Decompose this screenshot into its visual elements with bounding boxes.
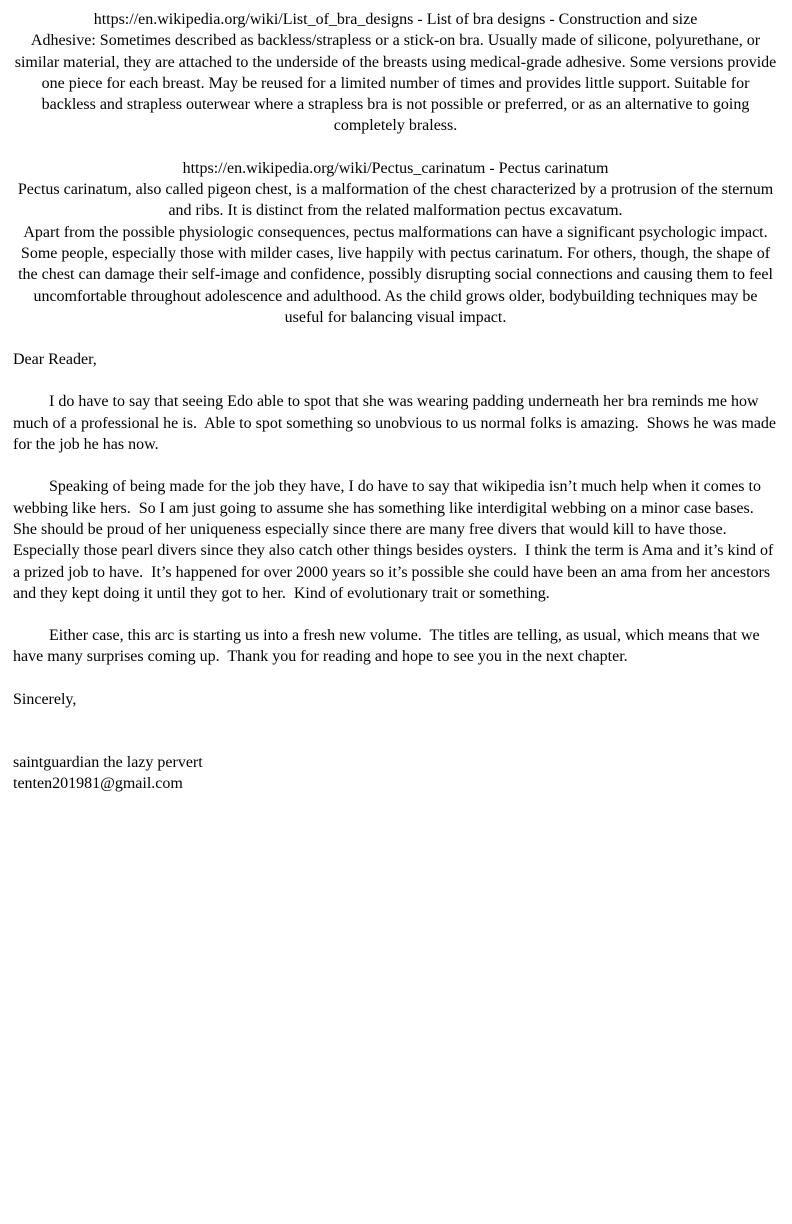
letter-closing: Sincerely, <box>13 690 77 708</box>
letter-paragraph-3: Either case, this arc is starting us into a fresh new volume. The titles are telling, as usual, which means that we have many surprises coming up. Thank you for reading and hope to see you in the next chapter. <box>13 627 764 666</box>
signature-name: saintguardian the lazy pervert <box>13 754 203 772</box>
letter-paragraph-2: Speaking of being made for the job they have, I do have to say that wikipedia isn’t much help when it comes to webbing like hers. So I am just going to assume she has something like interdigital webbing on a minor case bases. She should be proud of her uniqueness especially since there are many free divers that would kill to have those. Especially those pearl divers since they also catch other things besides oysters. I think the term is Ama and it’s kind of a prized job to have. It’s happened for over 2000 years so it’s possible she could have been an ama from her ancestors and they kept doing it until they got to her. Kind of evolutionary trait or something. <box>13 478 778 602</box>
excerpt2-url-heading: https://en.wikipedia.org/wiki/Pectus_carinatum - Pectus carinatum <box>182 159 609 177</box>
letter-salutation: Dear Reader, <box>13 351 97 369</box>
letter-paragraph-1: I do have to say that seeing Edo able to spot that she was wearing padding underneath her bra reminds me how much of a professional he is. Able to spot something so unobvious to us normal folks is amazing. Shows he was made for the job he has now. <box>13 393 781 454</box>
excerpt2-para2: Apart from the possible physiologic consequences, pectus malformations can have a significant psychologic impact. Some people, especially those with milder cases, live happily with pectus carinatum. For others, though, the shape of the chest can damage their self-image and confidence, possibly disrupting social connections and causing them to feel uncomfortable throughout adolescence and adulthood. As the child grows older, bodybuilding techniques may be useful for balancing visual impact. <box>18 223 773 326</box>
excerpt2-para1: Pectus carinatum, also called pigeon chest, is a malformation of the chest characterized by a protrusion of the sternum and ribs. It is distinct from the related malformation pectus excavatum. <box>17 181 774 220</box>
excerpt1-url-heading: https://en.wikipedia.org/wiki/List_of_bra_designs - List of bra designs - Construction and size <box>93 11 698 28</box>
signature-email: tenten201981@gmail.com <box>13 775 183 793</box>
excerpt1-body: Adhesive: Sometimes described as backless/strapless or a stick-on bra. Usually made of silicone, polyurethane, or similar material, they are attached to the underside of the breasts using medical-grade adhesive. Some versions provide one piece for each breast. May be reused for a limited number of times and provides little support. Suitable for backless and strapless outerwear where a strapless bra is not possible or preferred, or as an alternative to going completely braless. <box>14 32 777 135</box>
